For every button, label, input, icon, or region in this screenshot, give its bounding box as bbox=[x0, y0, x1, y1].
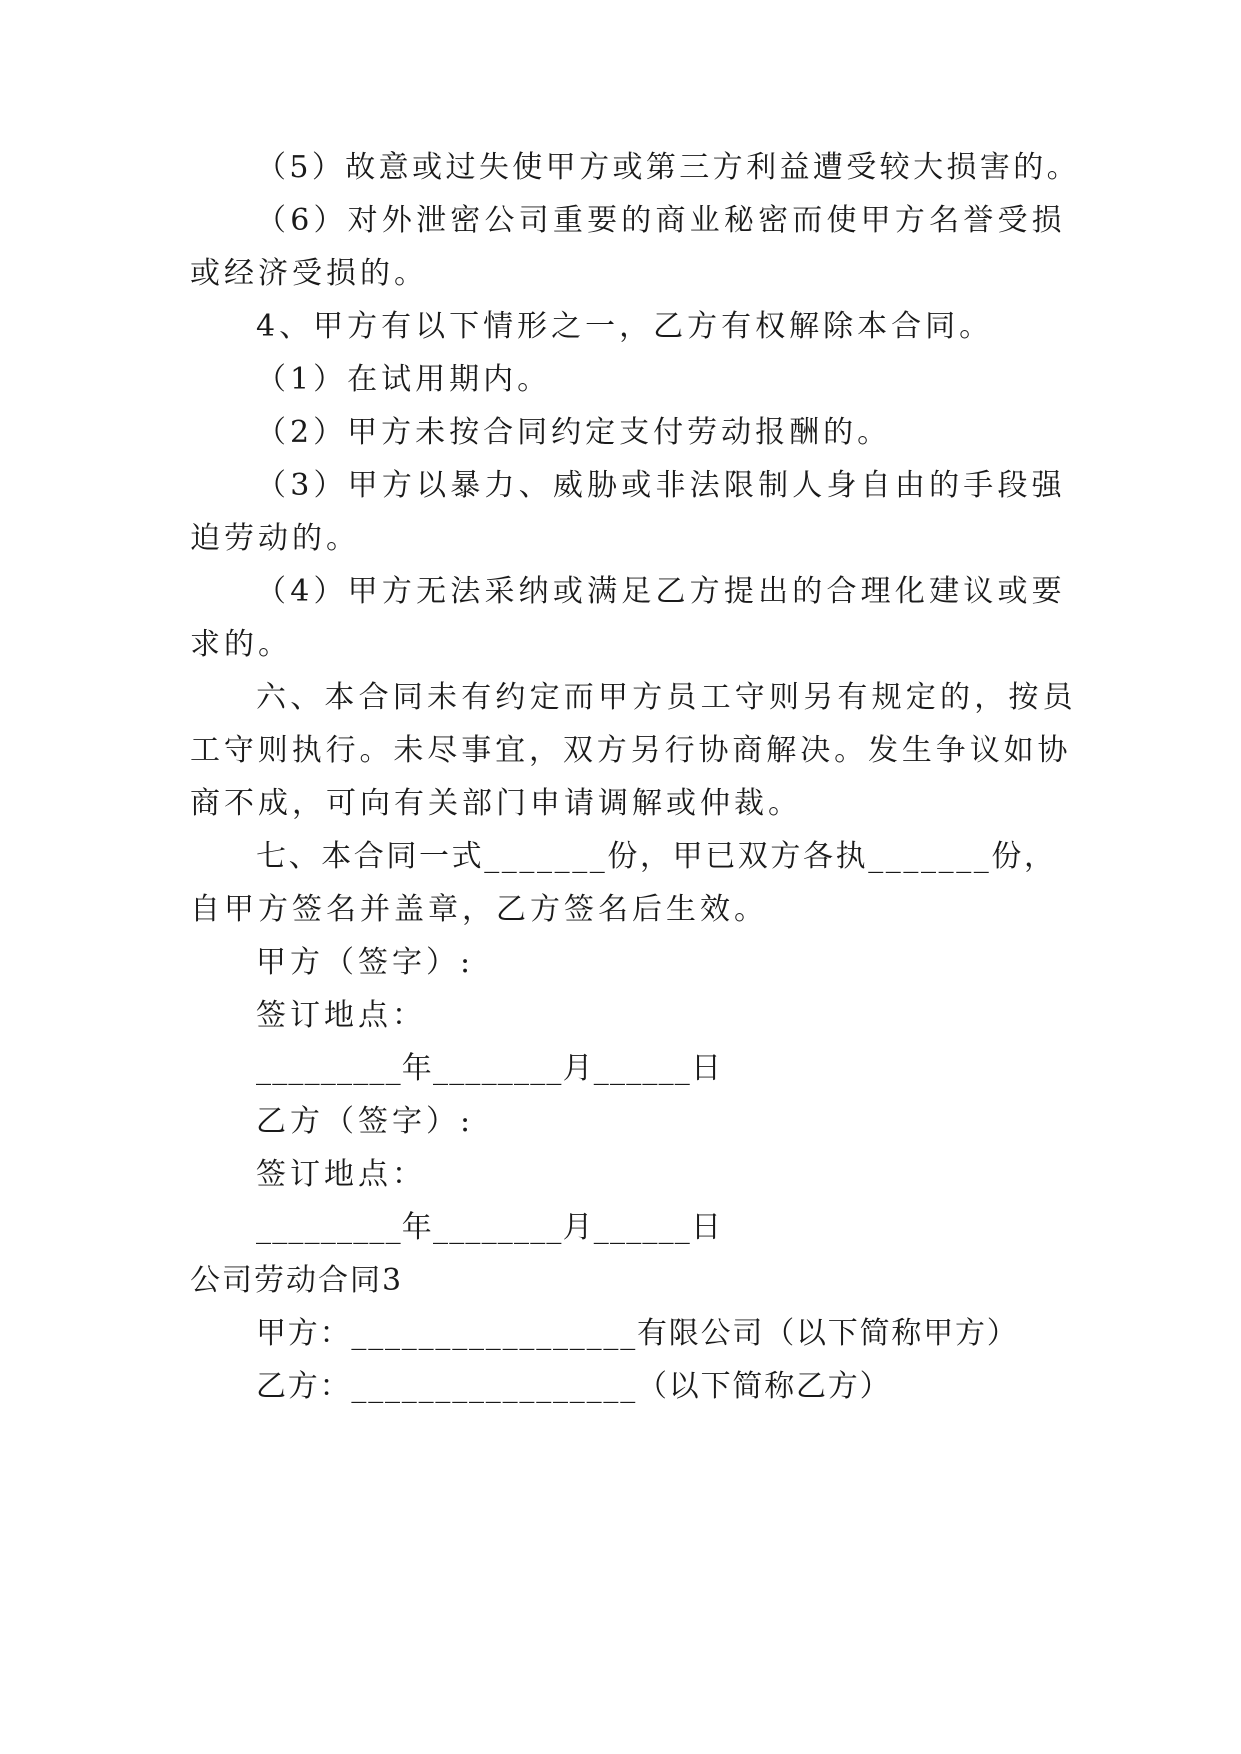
clause-4-item-3-line-2: 迫劳动的。 bbox=[190, 521, 360, 556]
clause-4-item-4-line-1: （4）甲方无法采纳或满足乙方提出的合理化建议或要 bbox=[256, 574, 1066, 609]
party-a-signature-label: 甲方（签字）: bbox=[256, 945, 475, 980]
party-b-name-line: 乙方：_________________（以下简称乙方） bbox=[256, 1369, 892, 1404]
clause-item-5: （5）故意或过失使甲方或第三方利益遭受较大损害的。 bbox=[256, 150, 1081, 185]
clause-item-6-line-2: 或经济受损的。 bbox=[190, 256, 428, 291]
party-b-signature-label: 乙方（签字）: bbox=[256, 1104, 475, 1139]
clause-4-item-1: （1）在试用期内。 bbox=[256, 362, 552, 397]
clause-4-item-3-line-1: （3）甲方以暴力、威胁或非法限制人身自由的手段强 bbox=[256, 468, 1066, 503]
clause-4-item-4-line-2: 求的。 bbox=[190, 627, 292, 662]
party-a-name-line: 甲方：_________________有限公司（以下简称甲方） bbox=[256, 1316, 1019, 1351]
section-6-line-3: 商不成，可向有关部门申请调解或仲裁。 bbox=[190, 786, 802, 821]
party-b-signing-place-label: 签订地点： bbox=[256, 1157, 426, 1192]
section-7-line-2: 自甲方签名并盖章，乙方签名后生效。 bbox=[190, 892, 768, 927]
clause-item-6-line-1: （6）对外泄密公司重要的商业秘密而使甲方名誉受损 bbox=[256, 203, 1066, 238]
section-6-line-2: 工守则执行。未尽事宜，双方另行协商解决。发生争议如协 bbox=[190, 733, 1072, 768]
clause-4-heading: 4、甲方有以下情形之一，乙方有权解除本合同。 bbox=[256, 309, 994, 344]
party-b-date-line: _________年________月______日 bbox=[256, 1210, 723, 1245]
party-a-date-line: _________年________月______日 bbox=[256, 1051, 723, 1086]
section-6-line-1: 六、本合同未有约定而甲方员工守则另有规定的，按员 bbox=[256, 680, 1077, 715]
section-7-line-1: 七、本合同一式_______份，甲已双方各执_______份， bbox=[256, 839, 1057, 874]
clause-4-item-2: （2）甲方未按合同约定支付劳动报酬的。 bbox=[256, 415, 892, 450]
party-a-signing-place-label: 签订地点： bbox=[256, 998, 426, 1033]
contract-3-title: 公司劳动合同3 bbox=[190, 1263, 404, 1298]
